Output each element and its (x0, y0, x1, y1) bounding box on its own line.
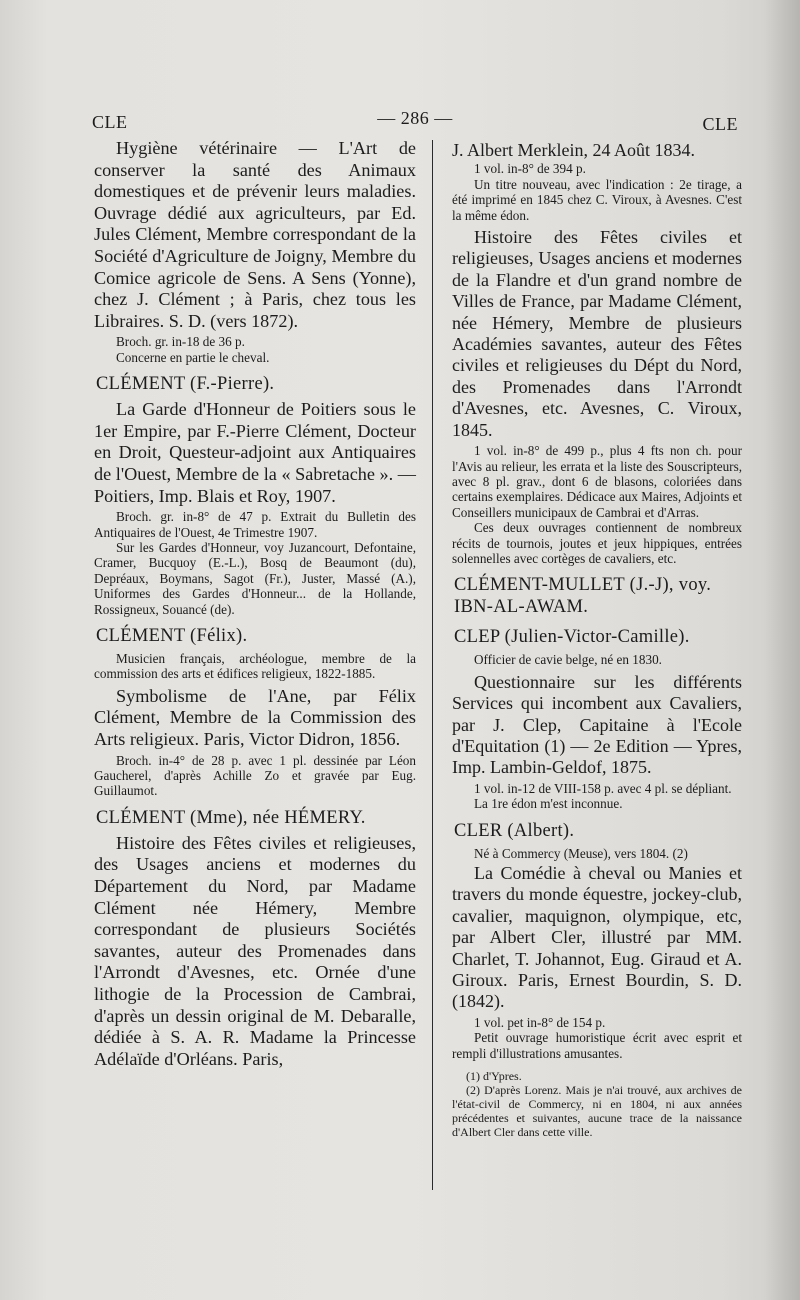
entry-note: Petit ouvrage humoristique écrit avec esprit et rempli d'illustrations amusantes. (452, 1030, 742, 1061)
entry-title: Histoire des Fêtes civiles et religieuses, Usages anciens et modernes de la Flandre et d'un grand nombre de Villes de France, par Madame Clément, née Hémery, Membre de plusieurs Académies savantes, auteur des Fêtes civiles et religieuses du Dépt du Nord, des Promenades dans l'Arrondt d'Avesnes, etc. Avesnes, C. Viroux, 1845. (452, 227, 742, 440)
author-heading: CLÉMENT-MULLET (J.-J), voy. IBN-AL-AWAM. (454, 575, 712, 618)
entry-title: Histoire des Fêtes civiles et religieuses, des Usages anciens et modernes du Département du Nord, par Madame Clément née Hémery, Membre correspondant de plusieurs Sociétés savantes, auteur des Promenades dans l'Arrondt d'Avesnes, etc. Ornée d'une lithogie de la Procession de Cambrai, d'après un dessin original de M. Debaralle, dédiée à S. A. R. Madame la Princesse Adélaïde d'Orléans. Paris, (94, 832, 416, 1069)
entry-title: Questionnaire sur les différents Services qui incombent aux Cavaliers, par J. Clep, Capitaine à l'Ecole d'Equitation (1) — 2e Edition — Ypres, Imp. Lambin-Geldof, 1875. (452, 671, 742, 778)
author-heading: CLÉMENT (Félix). (96, 625, 248, 646)
entry-note: Ces deux ouvrages contiennent de nombreux récits de tournois, joutes et jeux hippiques, entrées solennelles avec cortèges de cavaliers, etc. (452, 520, 742, 566)
entry-note: 1 vol. in-8° de 394 p. (474, 161, 586, 177)
running-head (92, 108, 738, 134)
entry-note: 1 vol. in-8° de 499 p., plus 4 fts non ch. pour l'Avis au relieur, les errata et la liste des Souscripteurs, avec 8 pl. grav., dont 6 de blasons, coloriées dans certains exemplaires. Dédicace aux Maires, Adjoints et Conseillers municipaux de Cambrai et d'Arras. (452, 443, 743, 520)
author-bio: Né à Commercy (Meuse), vers 1804. (2) (474, 845, 688, 861)
entry-note: Broch. in-4° de 28 p. avec 1 pl. dessinée par Léon Gaucherel, d'après Achille Zo et gravée par Eug. Guillaumot. (94, 752, 416, 799)
entry-title: Hygiène vétérinaire — L'Art de conserver la santé des Animaux domestiques et de prévenir leurs maladies. Ouvrage dédié aux agriculteurs, par Ed. Jules Clément, Membre correspondant de la Société d'Agriculture de Joigny, Membre du Comice agricole de Sens. A Sens (Yonne), chez J. Clément ; à Paris, chez tous les Libraires. S. D. (vers 1872). (94, 138, 416, 331)
binding-shadow (764, 0, 800, 1300)
author-heading: CLÉMENT (Mme), née HÉMERY. (96, 807, 366, 828)
entry-title: Symbolisme de l'Ane, par Félix Clément, Membre de la Commission des Arts religieux. Paris, Victor Didron, 1856. (94, 685, 416, 749)
entry-title: La Comédie à cheval ou Manies et travers du monde équestre, jockey-club, cavalier, maquignon, olympique, etc, par Albert Cler, illustré par MM. Charlet, T. Johannot, Eug. Giraud et A. Giroux. Paris, Ernest Bourdin, S. D. (1842). (452, 863, 742, 1012)
entry-note: Broch. gr. in-8° de 47 p. Extrait du Bulletin des Antiquaires de l'Ouest, 4e Trimestre 1907. (94, 509, 416, 540)
page-number: — 286 — (377, 108, 453, 128)
author-heading: CLER (Albert). (454, 820, 575, 841)
running-head-right: CLE (702, 114, 738, 134)
author-heading: CLEP (Julien-Victor-Camille). (454, 627, 690, 648)
entry-note: Sur les Gardes d'Honneur, voy Juzancourt, Defontaine, Cramer, Bucquoy (E.-L.), Bosq de Beaumont (du), Depréaux, Boymans, Sagot (Fr.), Juster, Massé (A.), Uniformes des Gardes d'Honneur... de la Hollande, Rossigneux, Souancé (de). (94, 539, 416, 617)
left-column (94, 138, 416, 1070)
footnote: (1) d'Ypres. (466, 1069, 522, 1084)
entry-note: Broch. gr. in-18 de 36 p. (116, 334, 245, 350)
running-head-left: CLE (92, 112, 128, 132)
entry-note: 1 vol. in-12 de VIII-158 p. avec 4 pl. se dépliant. (474, 780, 732, 796)
author-bio: Officier de cavie belge, né en 1830. (474, 652, 662, 668)
author-bio: Musicien français, archéologue, membre de la commission des arts et édifices religieux, 1822-1885. (94, 650, 416, 682)
entry-title-continued: J. Albert Merklein, 24 Août 1834. (452, 140, 695, 160)
right-column (452, 140, 742, 1139)
column-divider (432, 140, 433, 1190)
author-heading: CLÉMENT (F.-Pierre). (96, 374, 275, 395)
entry-note: Un titre nouveau, avec l'indication : 2e tirage, a été imprimé en 1845 chez C. Viroux, à Avesnes. C'est la même édon. (452, 176, 742, 223)
footnote: (2) D'après Lorenz. Mais je n'ai trouvé, aux archives de l'état-civil de Commercy, ni en 1804, ni aux années précédentes et suivantes, aucune trace de la naissance d'Albert Cler dans cette ville. (452, 1083, 742, 1140)
entry-note: 1 vol. pet in-8° de 154 p. (474, 1014, 606, 1030)
entry-note: Concerne en partie le cheval. (116, 349, 270, 365)
entry-note: La 1re édon m'est inconnue. (474, 796, 623, 812)
entry-title: La Garde d'Honneur de Poitiers sous le 1er Empire, par F.-Pierre Clément, Docteur en Droit, Questeur-adjoint aux Antiquaires de l'Ouest, Membre de la « Sabretache ». — Poitiers, Imp. Blais et Roy, 1907. (94, 399, 416, 506)
